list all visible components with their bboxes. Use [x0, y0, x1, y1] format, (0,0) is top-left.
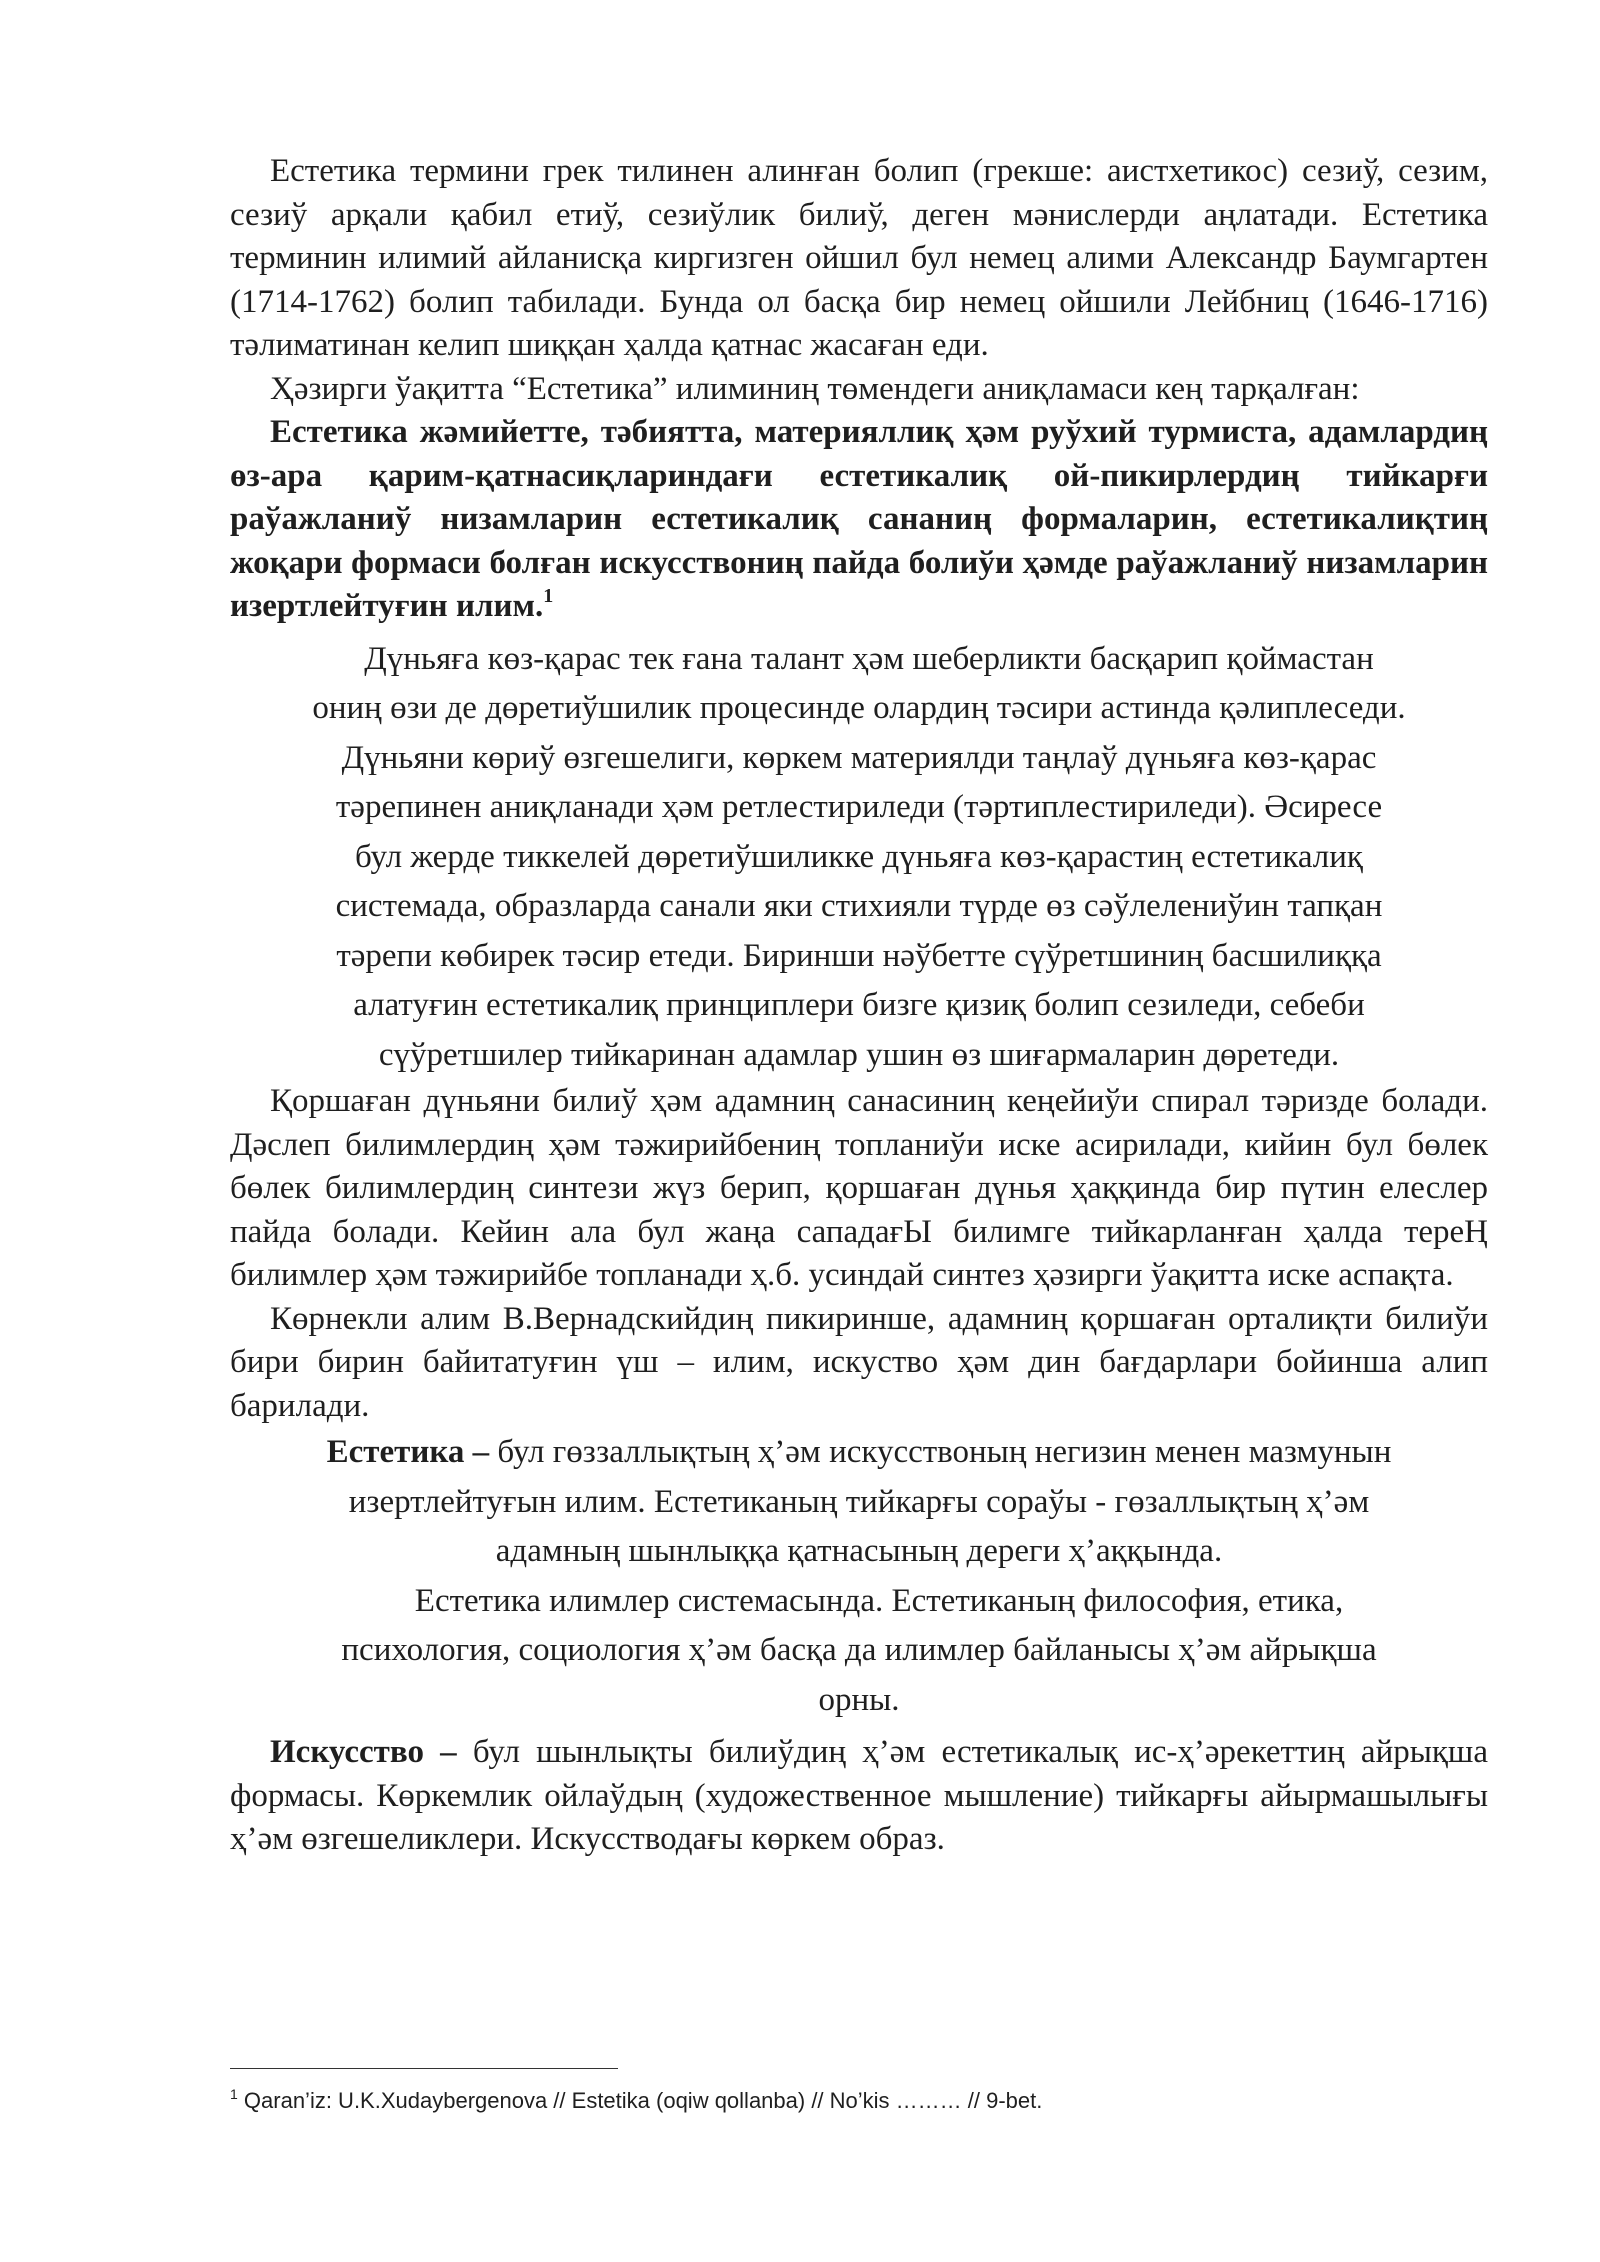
worldview-line: сүўретшилер тийкаринан адамлар ушин өз шиғармаларин дөретеди. [378, 1036, 1340, 1073]
footnote-mark: 1 [230, 2086, 238, 2102]
paragraph-definition-intro: Ҳәзирги ўақитта “Естетика” илиминиң төмендеги аниқламаси кең тарқалған: [270, 370, 1360, 407]
aesthetics-term: Естетика – [326, 1434, 490, 1470]
worldview-line: системада, образларда санали яки стихияли түрде өз сәўлелениўин тапқан [335, 888, 1383, 924]
system-line: орны. [818, 1681, 900, 1718]
worldview-line: алатуғин естетикалиқ принциплери бизге қизиқ болип сезиледи, себеби [353, 987, 1365, 1023]
system-line: Естетика илимлер системасында. Естетиканың философия, етика, [414, 1582, 1344, 1619]
paragraph-art-definition: Искусство – бул шынлықты билиўдиң ҳ’әм естетикалық ис-ҳ’әрекеттиң айрықша формасы. Көркемлик ойлаўдың (художественное мышление) тийкарғы айырмашылығы ҳ’әм өзгешеликлери. Искусстводағы көркем образ. [230, 1734, 1488, 1857]
paragraph-aesthetics-definition [230, 1428, 1488, 1577]
art-term: Искусство – [270, 1734, 457, 1770]
aesthetics-line: изертлейтуғын илим. Естетиканың тийкарғы сораўы - гөзаллықтың ҳ’әм [348, 1483, 1370, 1520]
aesthetics-line: адамның шынлыққа қатнасының дереги ҳ’аққында. [495, 1533, 1223, 1569]
worldview-line: Дүньяға көз-қарас тек ғана талант ҳәм шеберликти басқарип қоймастан [364, 640, 1374, 677]
footnote-reference[interactable]: 1 [543, 585, 554, 607]
worldview-line: ониң өзи де дөретиўшилик процесинде олардиң тәсири астинда қәлиплеседи. [312, 690, 1406, 726]
aesthetics-line: Естетика – бул гөззаллықтың ҳ’әм искусствоның негизин менен мазмунын [326, 1434, 1392, 1470]
paragraph-worldview [230, 635, 1488, 1081]
footnote-text: Qaran’iz: U.K.Xudaybergenova // Estetika (oqiw qollanba) // No’kis ……… // 9-bet. [237, 2088, 1043, 2113]
worldview-line: тәрепи көбирек тәсир етеди. Биринши нәўбетте сүўретшиниң басшилиққа [336, 937, 1382, 974]
footnote [230, 2088, 1042, 2114]
definition-text: Естетика жәмийетте, тәбиятта, материяллиқ ҳәм руўхий турмиста, адамлардиң өз-ара қарим-қатнасиқлариндағи естетикалиқ ой-пикирлердиң тийкарғи раўажланиў низамларин естетикалиқ сананиң формаларин, естетикалиқтиң жоқари формаси болған искусствониң пайда болиўи ҳәмде раўажланиў низамларин изертлейтуғин илим. [230, 414, 1488, 624]
worldview-line: бул жерде тиккелей дөретиўшиликке дүньяға көз-қарастиң естетикалиқ [355, 838, 1363, 875]
footnote-separator [230, 2068, 618, 2069]
paragraph-vernadsky: Көрнекли алим В.Вернадскийдиң пикиринше, адамниң қоршаған орталиқти билиўи бири бирин байитатуғин үш – илим, искуство ҳәм дин бағдарлари бойинша алип барилади. [230, 1300, 1488, 1424]
paragraph-etymology: Естетика термини грек тилинен алинған болип (грекше: аистхетикос) сезиў, сезим, сезиў арқали қабил етиў, сезиўлик билиў, деген мәнислерди аңлатади. Естетика терминин илимий айланисқа киргизген ойшил бул немец алими Александр Баумгартен (1714-1762) болип табилади. Бунда ол басқа бир немец ойшили Лейбниц (1646-1716) тәлиматинан келип шиққан ҳалда қатнас жасаған еди. [230, 153, 1488, 363]
system-line: психология, социология ҳ’әм басқа да илимлер байланысы ҳ’әм айрықша [341, 1632, 1377, 1668]
paragraph-knowledge-spiral: Қоршаған дүньяни билиў ҳәм адамниң санасиниң кеңейиўи спирал тәризде болади. Дәслеп билимлердиң ҳәм тәжирийбениң топланиўи иске асирилади, кийин бул бөлек бөлек билимлердиң синтези жүз берип, қоршаған дүнья ҳаққинда бир пүтин елеслер пайда болади. Кейин ала бул жаңа сападағЫ билимге тийкарланған ҳалда тереҢ билимлер ҳәм тәжирийбе топланади ҳ.б. усиндай синтез ҳәзирги ўақитта иске аспақта. [230, 1083, 1488, 1293]
paragraph-aesthetics-system [230, 1577, 1488, 1726]
worldview-line: тәрепинен аниқланади ҳәм ретлестириледи (тәртиплестириледи). Әсиресе [335, 789, 1383, 825]
worldview-line: Дүньяни көриў өзгешелиги, көркем материялди таңлаў дүньяға көз-қарас [341, 739, 1377, 776]
document-page [230, 150, 1488, 1862]
paragraph-definition [230, 411, 1488, 629]
